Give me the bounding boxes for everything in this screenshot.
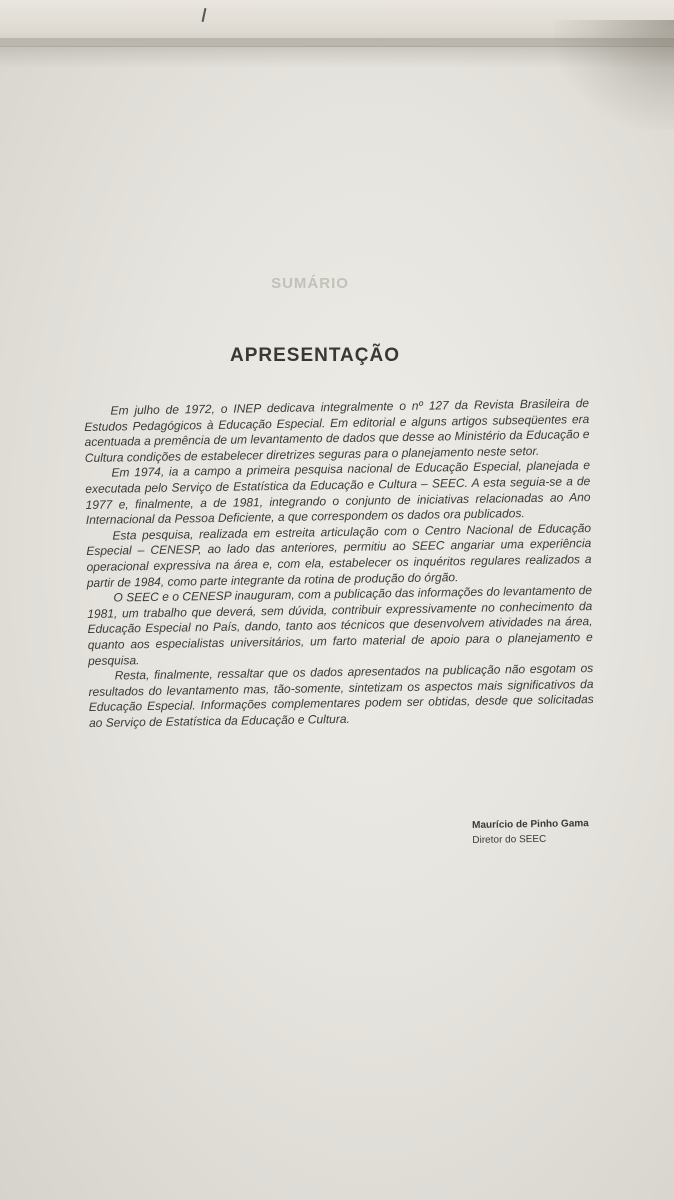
paragraph-2: Em 1974, ia a campo a primeira pesquisa nacional de Educação Especial, planejada e executada pelo Serviço de Estatística da Educação e Cultura – SEEC. A esta seguia-se a de 1977 e, finalmente, a de 1981, integrando o conjunto de iniciativas relacionadas ao Ano Internacional da Pessoa Deficiente, a que correspondem os dados ora publicados. [85,458,591,528]
signature-role: Diretor do SEEC [472,833,547,846]
paragraph-5: Resta, finalmente, ressaltar que os dados apresentados na publicação não esgotam os resultados do levantamento mas, tão-somente, sintetizam os aspectos mais significativos da Educação Especial. Informações complementares podem ser obtidas, desde que solicitadas ao Serviço de Estatística da Educação e Cultura. [88,661,594,730]
signature-block [472,816,589,848]
show-through-title: SUMÁRIO [271,275,349,292]
paragraph-3: Esta pesquisa, realizada em estreita articulação com o Centro Nacional de Educação Especial – CENESP, ao lado das anteriores, permitiu ao SEEC angariar uma experiência operacional expressiva na área e, com ela, estabelecer os inquéritos regulares realizados a partir de 1984, como parte integrante da rotina de produção do órgão. [86,520,592,590]
body-text [84,396,594,731]
paragraph-1: Em julho de 1972, o INEP dedicava integralmente o nº 127 da Revista Brasileira de Estudos Pedagógicos à Educação Especial. Em editorial e alguns artigos subseqüentes era acentuada a premência de um levantamento de dados que desse ao Ministério da Educação e Cultura condições de estabelecer diretrizes seguras para o planejamento neste setor. [84,396,590,465]
signature-name: Maurício de Pinho Gama [472,818,589,831]
page-corner-curl [554,20,674,130]
paragraph-4: O SEEC e o CENESP inauguram, com a publicação das informações do levantamento de 1981, um trabalho que deverá, sem dúvida, contribuir expressivamente no conhecimento da Educação Especial no País, dando, tanto aos técnicos que desenvolvem atividades na área, quanto aos especialistas universitários, um farto material de apoio para o planejamento e pesquisa. [87,583,593,668]
page-title: APRESENTAÇÃO [230,345,400,366]
